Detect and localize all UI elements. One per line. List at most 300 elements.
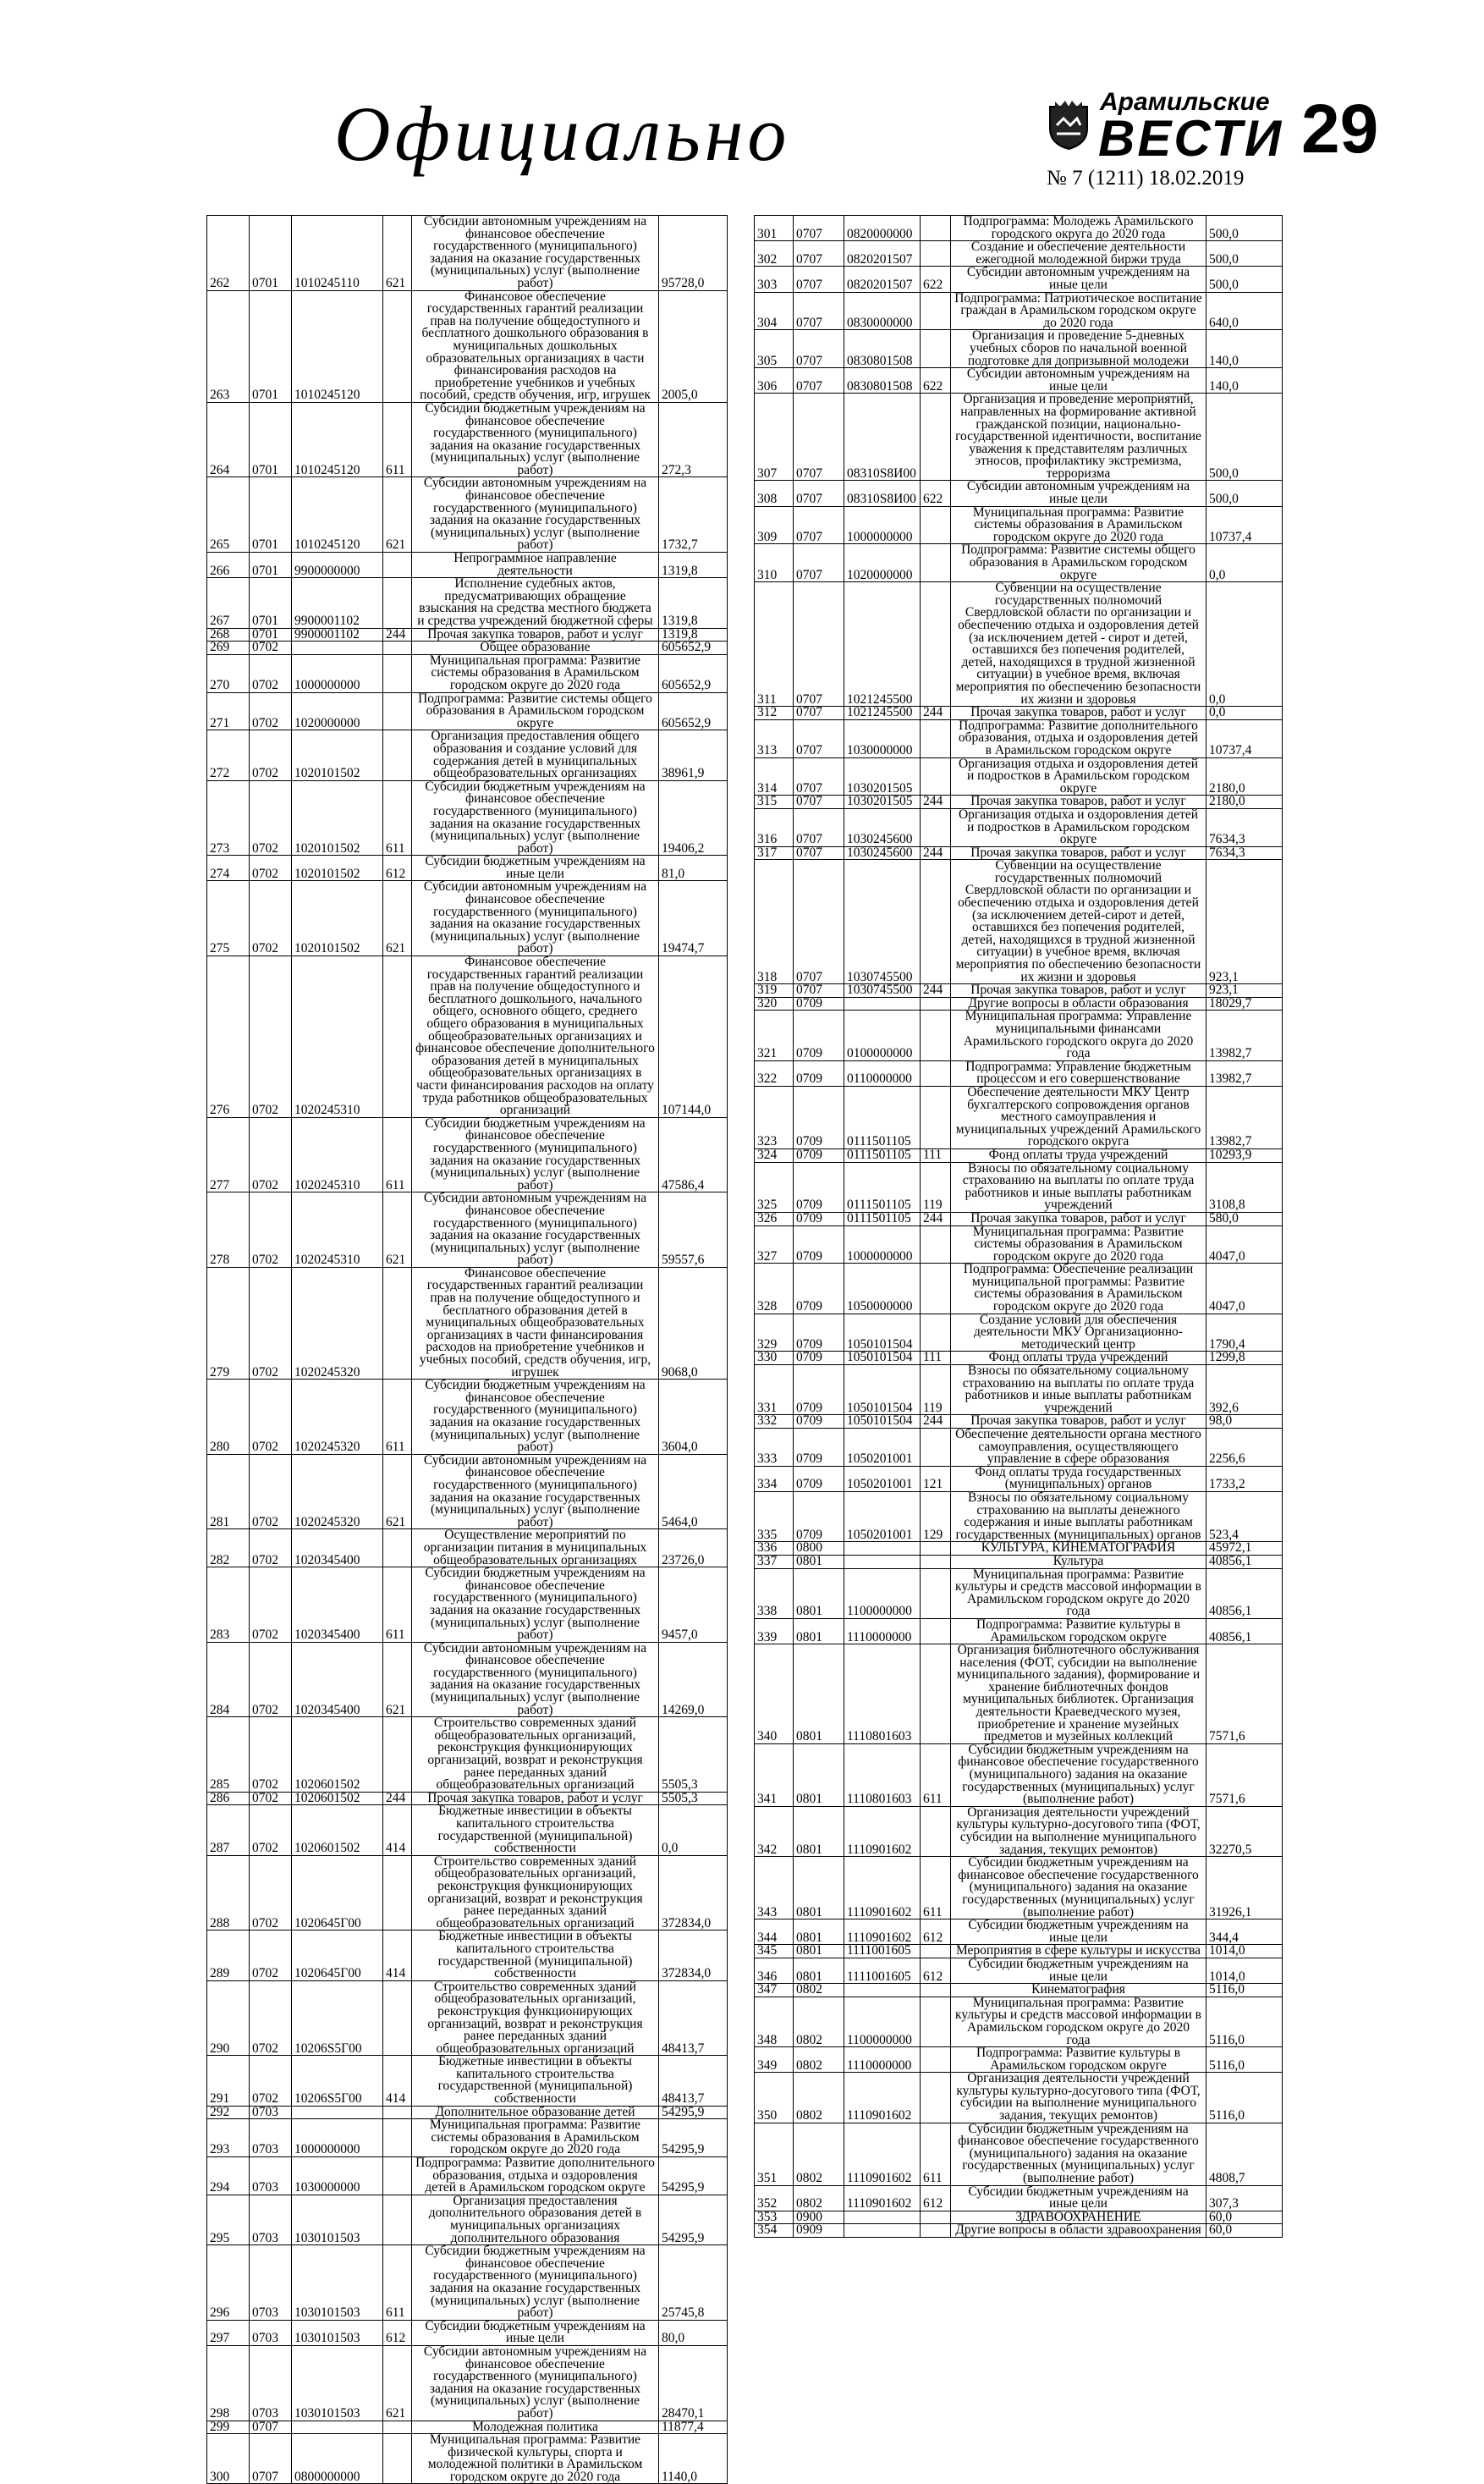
- row-description: Субсидии бюджетным учреждениям на финансовое обеспечение государственного (муниципального) задания на оказание государственных (муниципальных) услуг (выполнение работ): [412, 780, 659, 856]
- row-description: Субсидии автономным учреждениям на иные цели: [951, 267, 1206, 292]
- expense-type-code: [921, 292, 951, 330]
- row-number: 283: [207, 1567, 250, 1643]
- row-number: 281: [207, 1454, 250, 1529]
- row-description: Прочая закупка товаров, работ и услуг: [951, 1212, 1206, 1225]
- table-row: [207, 1855, 728, 1930]
- row-description: Подпрограмма: Управление бюджетным процессом и его совершенствование: [951, 1060, 1206, 1086]
- row-description: Муниципальная программа: Развитие культуры и средств массовой информации в Арамильском городском округе до 2020 года: [951, 1568, 1206, 1618]
- row-number: 334: [755, 1466, 794, 1491]
- expense-type-code: [383, 1267, 412, 1379]
- amount: 31926,1: [1206, 1857, 1283, 1919]
- budget-table-right-body: [755, 216, 1283, 2238]
- expense-type-code: [921, 997, 951, 1011]
- row-number: 296: [207, 2245, 250, 2321]
- table-row: [755, 997, 1283, 1011]
- row-number: 323: [755, 1086, 794, 1148]
- table-row: [755, 1352, 1283, 1365]
- row-description: Субсидии автономным учреждениям на финансовое обеспечение государственного (муниципального) задания на оказание государственных (муниципальных) услуг (выполнение работ): [412, 2345, 659, 2421]
- section-code: 0707: [794, 544, 844, 582]
- section-code: 0702: [250, 1380, 292, 1455]
- row-description: Прочая закупка товаров, работ и услуг: [951, 1415, 1206, 1429]
- expense-type-code: 414: [383, 2056, 412, 2106]
- target-item-code: 1030101503: [292, 2345, 383, 2421]
- row-number: 265: [207, 477, 250, 553]
- row-description: Другие вопросы в области образования: [951, 997, 1206, 1011]
- row-description: Субсидии автономным учреждениям на иные цели: [951, 368, 1206, 394]
- target-item-code: 0110000000: [844, 1060, 921, 1086]
- target-item-code: 1020101502: [292, 730, 383, 780]
- section-code: 0702: [250, 1642, 292, 1717]
- expense-type-code: 611: [383, 780, 412, 856]
- expense-type-code: [921, 860, 951, 984]
- expense-type-code: [383, 2106, 412, 2119]
- target-item-code: 1020601502: [292, 1792, 383, 1805]
- expense-type-code: 612: [921, 1919, 951, 1945]
- row-description: Субвенции на осуществление государственных полномочий Свердловской области по организации и обеспечению отдыха и оздоровления детей (за исключением детей-сирот и детей, оставшихся без попечения родителей, детей, находящихся в трудной жизненной ситуации) в учебное время, включая мероприятия по обеспечению безопасности их жизни и здоровья: [951, 860, 1206, 984]
- table-row: [755, 2211, 1283, 2224]
- table-row: [755, 1060, 1283, 1086]
- section-code: 0702: [250, 956, 292, 1118]
- row-number: 302: [755, 241, 794, 267]
- expense-type-code: [921, 2224, 951, 2238]
- amount: 10293,9: [1206, 1148, 1283, 1162]
- row-number: 272: [207, 730, 250, 780]
- target-item-code: 1030245600: [844, 808, 921, 846]
- expense-type-code: [921, 2073, 951, 2123]
- amount: 7634,3: [1206, 846, 1283, 860]
- section-code: 0909: [794, 2224, 844, 2238]
- amount: 11877,4: [659, 2421, 728, 2434]
- target-item-code: 1020345400: [292, 1567, 383, 1643]
- row-number: 339: [755, 1618, 794, 1644]
- expense-type-code: 622: [921, 267, 951, 292]
- row-description: Подпрограмма: Развитие системы общего образования в Арамильском городском округе: [951, 544, 1206, 582]
- row-number: 276: [207, 956, 250, 1118]
- expense-type-code: 621: [383, 1642, 412, 1717]
- target-item-code: 0820201507: [844, 267, 921, 292]
- table-row: [755, 1743, 1283, 1806]
- section-code: 0802: [794, 2073, 844, 2123]
- table-row: [755, 1644, 1283, 1744]
- expense-type-code: 611: [383, 402, 412, 477]
- target-item-code: 1020245310: [292, 956, 383, 1118]
- table-row: [755, 1429, 1283, 1467]
- row-number: 347: [755, 1984, 794, 1997]
- row-number: 313: [755, 719, 794, 757]
- table-row: [755, 2224, 1283, 2238]
- row-number: 266: [207, 553, 250, 578]
- table-row: [755, 2047, 1283, 2073]
- target-item-code: 1110901602: [844, 2185, 921, 2211]
- row-description: Субсидии автономным учреждениям на финансовое обеспечение государственного (муниципального) задания на оказание государственных (муниципальных) услуг (выполнение работ): [412, 881, 659, 956]
- amount: 605652,9: [659, 692, 728, 730]
- row-number: 306: [755, 368, 794, 394]
- row-number: 341: [755, 1743, 794, 1806]
- table-row: [207, 628, 728, 642]
- target-item-code: [292, 2106, 383, 2119]
- section-code: 0702: [250, 1792, 292, 1805]
- amount: 4808,7: [1206, 2123, 1283, 2185]
- table-row: [755, 330, 1283, 368]
- amount: 3604,0: [659, 1380, 728, 1455]
- table-row: [755, 481, 1283, 506]
- section-code: 0707: [794, 808, 844, 846]
- section-code: 0707: [794, 757, 844, 796]
- table-row: [207, 2157, 728, 2195]
- target-item-code: 1110901602: [844, 2073, 921, 2123]
- target-item-code: 1000000000: [844, 1225, 921, 1264]
- row-description: Организация и проведение 5-дневных учебных сборов по начальной военной подготовке для допризывной молодежи: [951, 330, 1206, 368]
- expense-type-code: 612: [921, 1958, 951, 1983]
- expense-type-code: [921, 1086, 951, 1148]
- target-item-code: 1030245600: [844, 846, 921, 860]
- row-description: Подпрограмма: Развитие системы общего образования в Арамильском городском округе: [412, 692, 659, 730]
- row-description: Организация отдыха и оздоровления детей и подростков в Арамильском городском округе: [951, 757, 1206, 796]
- row-number: 292: [207, 2106, 250, 2119]
- table-row: [207, 1267, 728, 1379]
- amount: 272,3: [659, 402, 728, 477]
- target-item-code: 08310S8И00: [844, 481, 921, 506]
- target-item-code: 1110901602: [844, 1806, 921, 1856]
- table-row: [755, 1491, 1283, 1541]
- row-description: Кинематография: [951, 1984, 1206, 1997]
- section-code: 0709: [794, 1212, 844, 1225]
- expense-type-code: 612: [383, 2320, 412, 2345]
- target-item-code: 1020345400: [292, 1529, 383, 1567]
- section-code: 0701: [250, 628, 292, 642]
- section-code: 0702: [250, 1192, 292, 1268]
- table-row: [755, 1148, 1283, 1162]
- table-row: [755, 216, 1283, 241]
- expense-type-code: 244: [383, 628, 412, 642]
- section-code: 0707: [794, 216, 844, 241]
- row-description: Взносы по обязательному социальному страхованию на выплаты по оплате труда работников и иные выплаты работникам учреждений: [951, 1365, 1206, 1415]
- expense-type-code: [383, 1855, 412, 1930]
- target-item-code: 1050101504: [844, 1314, 921, 1352]
- table-row: [755, 368, 1283, 394]
- row-number: 332: [755, 1415, 794, 1429]
- target-item-code: 1030000000: [844, 719, 921, 757]
- amount: 19406,2: [659, 780, 728, 856]
- amount: 7571,6: [1206, 1743, 1283, 1806]
- expense-type-code: 414: [383, 1805, 412, 1855]
- amount: 59557,6: [659, 1192, 728, 1268]
- amount: 5116,0: [1206, 1984, 1283, 1997]
- row-description: Молодежная политика: [412, 2421, 659, 2434]
- row-number: 349: [755, 2047, 794, 2073]
- amount: 13982,7: [1206, 1011, 1283, 1060]
- expense-type-code: 621: [383, 1192, 412, 1268]
- page-number: 29: [1301, 91, 1379, 168]
- section-code: 0702: [250, 654, 292, 692]
- row-description: Субсидии бюджетным учреждениям на финансовое обеспечение государственного (муниципального) задания на оказание государственных (муниципальных) услуг (выполнение работ): [412, 2245, 659, 2321]
- amount: 1733,2: [1206, 1466, 1283, 1491]
- table-row: [755, 1618, 1283, 1644]
- expense-type-code: 244: [921, 1415, 951, 1429]
- table-row: [207, 642, 728, 655]
- amount: 7571,6: [1206, 1644, 1283, 1744]
- section-code: 0801: [794, 1919, 844, 1945]
- expense-type-code: 621: [383, 216, 412, 291]
- target-item-code: 1030000000: [292, 2157, 383, 2195]
- expense-type-code: 621: [383, 1454, 412, 1529]
- target-item-code: 1050000000: [844, 1264, 921, 1314]
- amount: 923,1: [1206, 860, 1283, 984]
- table-row: [207, 290, 728, 402]
- table-row: [207, 578, 728, 628]
- section-code: 0707: [794, 860, 844, 984]
- expense-type-code: 621: [383, 881, 412, 956]
- row-number: 307: [755, 394, 794, 481]
- row-description: Бюджетные инвестиции в объекты капитального строительства государственной (муниципальной) собственности: [412, 2056, 659, 2106]
- row-number: 287: [207, 1805, 250, 1855]
- row-number: 264: [207, 402, 250, 477]
- target-item-code: 0100000000: [844, 1011, 921, 1060]
- table-row: [755, 1958, 1283, 1983]
- expense-type-code: [921, 1945, 951, 1958]
- expense-type-code: [383, 2421, 412, 2434]
- section-code: 0707: [794, 707, 844, 720]
- row-description: Финансовое обеспечение государственных гарантий реализации прав на получение общедоступного и бесплатного образования детей в муниципальных общеобразовательных организациях в части финансирования расходов на приобретение учебников и учебных пособий, средств обучения, игр, игрушек: [412, 1267, 659, 1379]
- expense-type-code: [383, 1980, 412, 2056]
- expense-type-code: [921, 241, 951, 267]
- amount: 45972,1: [1206, 1542, 1283, 1556]
- section-code: 0702: [250, 1454, 292, 1529]
- target-item-code: 1020000000: [292, 692, 383, 730]
- row-number: 279: [207, 1267, 250, 1379]
- row-number: 320: [755, 997, 794, 1011]
- amount: 500,0: [1206, 216, 1283, 241]
- page-header: [0, 0, 1484, 203]
- expense-type-code: [921, 216, 951, 241]
- row-number: 271: [207, 692, 250, 730]
- row-description: Организация отдыха и оздоровления детей и подростков в Арамильском городском округе: [951, 808, 1206, 846]
- amount: 3108,8: [1206, 1162, 1283, 1212]
- section-code: 0702: [250, 2056, 292, 2106]
- table-row: [207, 2056, 728, 2106]
- row-number: 273: [207, 780, 250, 856]
- expense-type-code: [383, 2157, 412, 2195]
- row-description: КУЛЬТУРА, КИНЕМАТОГРАФИЯ: [951, 1542, 1206, 1556]
- table-row: [207, 1717, 728, 1793]
- row-number: 304: [755, 292, 794, 330]
- section-code: 0709: [794, 1225, 844, 1264]
- table-row: [207, 553, 728, 578]
- row-number: 286: [207, 1792, 250, 1805]
- expense-type-code: 611: [383, 2245, 412, 2321]
- section-code: 0702: [250, 730, 292, 780]
- amount: 1732,7: [659, 477, 728, 553]
- amount: 80,0: [659, 2320, 728, 2345]
- row-number: 317: [755, 846, 794, 860]
- expense-type-code: 111: [921, 1352, 951, 1365]
- table-row: [207, 1454, 728, 1529]
- row-description: Подпрограмма: Обеспечение реализации муниципальной программы: Развитие системы образования в Арамильском городском округе до 2020 года: [951, 1264, 1206, 1314]
- table-row: [755, 2073, 1283, 2123]
- amount: 7634,3: [1206, 808, 1283, 846]
- amount: 38961,9: [659, 730, 728, 780]
- expense-type-code: [921, 544, 951, 582]
- row-number: 284: [207, 1642, 250, 1717]
- section-code: 0701: [250, 553, 292, 578]
- table-row: [755, 1568, 1283, 1618]
- row-number: 288: [207, 1855, 250, 1930]
- row-number: 305: [755, 330, 794, 368]
- target-item-code: 9900001102: [292, 578, 383, 628]
- section-code: 0801: [794, 1555, 844, 1568]
- table-row: [755, 860, 1283, 984]
- target-item-code: 1010245120: [292, 290, 383, 402]
- row-description: Субсидии бюджетным учреждениям на иные цели: [951, 2185, 1206, 2211]
- table-row: [207, 2421, 728, 2434]
- row-description: Субсидии автономным учреждениям на финансовое обеспечение государственного (муниципального) задания на оказание государственных (муниципальных) услуг (выполнение работ): [412, 1192, 659, 1268]
- table-row: [755, 506, 1283, 544]
- target-item-code: 1020000000: [844, 544, 921, 582]
- section-code: 0801: [794, 1857, 844, 1919]
- row-description: Непрограммное направление деятельности: [412, 553, 659, 578]
- row-description: Субсидии бюджетным учреждениям на иные цели: [412, 856, 659, 881]
- section-code: 0702: [250, 642, 292, 655]
- table-row: [207, 2345, 728, 2421]
- target-item-code: 1020345400: [292, 1642, 383, 1717]
- expense-type-code: [921, 757, 951, 796]
- row-number: 326: [755, 1212, 794, 1225]
- section-code: 0707: [794, 984, 844, 998]
- section-code: 0702: [250, 1855, 292, 1930]
- row-number: 354: [755, 2224, 794, 2238]
- target-item-code: 10206S5Г00: [292, 2056, 383, 2106]
- amount: 54295,9: [659, 2195, 728, 2244]
- table-row: [755, 1162, 1283, 1212]
- expense-type-code: [921, 506, 951, 544]
- target-item-code: 1020601502: [292, 1805, 383, 1855]
- amount: 500,0: [1206, 241, 1283, 267]
- table-row: [755, 582, 1283, 707]
- row-number: 282: [207, 1529, 250, 1567]
- expense-type-code: [921, 1997, 951, 2046]
- section-code: 0709: [794, 1466, 844, 1491]
- row-description: Фонд оплаты труда учреждений: [951, 1148, 1206, 1162]
- row-number: 321: [755, 1011, 794, 1060]
- section-code: 0703: [250, 2245, 292, 2321]
- table-row: [207, 477, 728, 553]
- row-description: Субсидии автономным учреждениям на финансовое обеспечение государственного (муниципального) задания на оказание государственных (муниципальных) услуг (выполнение работ): [412, 216, 659, 291]
- amount: 344,4: [1206, 1919, 1283, 1945]
- target-item-code: 0830801508: [844, 368, 921, 394]
- table-row: [755, 1806, 1283, 1856]
- amount: 10737,4: [1206, 719, 1283, 757]
- amount: 0,0: [1206, 707, 1283, 720]
- target-item-code: 1100000000: [844, 1997, 921, 2046]
- expense-type-code: [921, 1555, 951, 1568]
- row-description: Бюджетные инвестиции в объекты капитального строительства государственной (муниципальной) собственности: [412, 1930, 659, 1980]
- expense-type-code: [383, 642, 412, 655]
- amount: 1014,0: [1206, 1945, 1283, 1958]
- table-row: [755, 2185, 1283, 2211]
- table-row: [755, 757, 1283, 796]
- row-number: 342: [755, 1806, 794, 1856]
- row-number: 352: [755, 2185, 794, 2211]
- amount: 60,0: [1206, 2224, 1283, 2238]
- expense-type-code: 611: [383, 1117, 412, 1192]
- section-code: 0701: [250, 578, 292, 628]
- table-row: [207, 1792, 728, 1805]
- section-code: 0801: [794, 1644, 844, 1744]
- table-row: [207, 881, 728, 956]
- section-code: 0709: [794, 1415, 844, 1429]
- expense-type-code: [921, 1644, 951, 1744]
- row-number: 344: [755, 1919, 794, 1945]
- row-description: Прочая закупка товаров, работ и услуг: [412, 1792, 659, 1805]
- section-code: 0702: [250, 1717, 292, 1793]
- row-description: Взносы по обязательному социальному страхованию на выплаты по оплате труда работников и иные выплаты работникам учреждений: [951, 1162, 1206, 1212]
- table-row: [207, 2195, 728, 2244]
- target-item-code: 1030745500: [844, 984, 921, 998]
- row-description: Субсидии автономным учреждениям на иные цели: [951, 481, 1206, 506]
- table-row: [207, 1567, 728, 1643]
- expense-type-code: 612: [921, 2185, 951, 2211]
- section-code: 0709: [794, 1365, 844, 1415]
- expense-type-code: 612: [383, 856, 412, 881]
- section-code: 0707: [250, 2434, 292, 2484]
- expense-type-code: 244: [921, 846, 951, 860]
- section-code: 0801: [794, 1945, 844, 1958]
- row-number: 298: [207, 2345, 250, 2421]
- row-number: 335: [755, 1491, 794, 1541]
- section-code: 0702: [250, 856, 292, 881]
- row-description: Прочая закупка товаров, работ и услуг: [412, 628, 659, 642]
- row-number: 295: [207, 2195, 250, 2244]
- table-row: [755, 984, 1283, 998]
- amount: 14269,0: [659, 1642, 728, 1717]
- row-number: 290: [207, 1980, 250, 2056]
- section-code: 0701: [250, 216, 292, 291]
- row-description: Муниципальная программа: Развитие системы образования в Арамильском городском округе до 2020 года: [412, 654, 659, 692]
- expense-type-code: [921, 1984, 951, 1997]
- table-row: [755, 1984, 1283, 1997]
- amount: 10737,4: [1206, 506, 1283, 544]
- row-number: 338: [755, 1568, 794, 1618]
- target-item-code: 0820201507: [844, 241, 921, 267]
- amount: 2180,0: [1206, 757, 1283, 796]
- amount: 95728,0: [659, 216, 728, 291]
- row-description: Субсидии бюджетным учреждениям на иные цели: [951, 1958, 1206, 1983]
- table-row: [755, 1415, 1283, 1429]
- row-number: 289: [207, 1930, 250, 1980]
- amount: 48413,7: [659, 2056, 728, 2106]
- expense-type-code: [921, 1314, 951, 1352]
- row-description: Субсидии автономным учреждениям на финансовое обеспечение государственного (муниципального) задания на оказание государственных (муниципальных) услуг (выполнение работ): [412, 1454, 659, 1529]
- amount: 1014,0: [1206, 1958, 1283, 1983]
- target-item-code: 1021245500: [844, 707, 921, 720]
- target-item-code: [844, 1555, 921, 1568]
- row-number: 328: [755, 1264, 794, 1314]
- row-description: Культура: [951, 1555, 1206, 1568]
- section-code: 0702: [250, 692, 292, 730]
- issue-line: № 7 (1211) 18.02.2019: [1047, 167, 1245, 190]
- amount: 140,0: [1206, 368, 1283, 394]
- table-row: [207, 2106, 728, 2119]
- table-row: [755, 394, 1283, 481]
- section-code: 0703: [250, 2345, 292, 2421]
- expense-type-code: [921, 330, 951, 368]
- target-item-code: 1020245310: [292, 1117, 383, 1192]
- table-row: [755, 1542, 1283, 1556]
- row-number: 350: [755, 2073, 794, 2123]
- amount: 605652,9: [659, 642, 728, 655]
- row-number: 340: [755, 1644, 794, 1744]
- row-description: Организация предоставления общего образования и создание условий для содержания детей в муниципальных общеобразовательных организациях: [412, 730, 659, 780]
